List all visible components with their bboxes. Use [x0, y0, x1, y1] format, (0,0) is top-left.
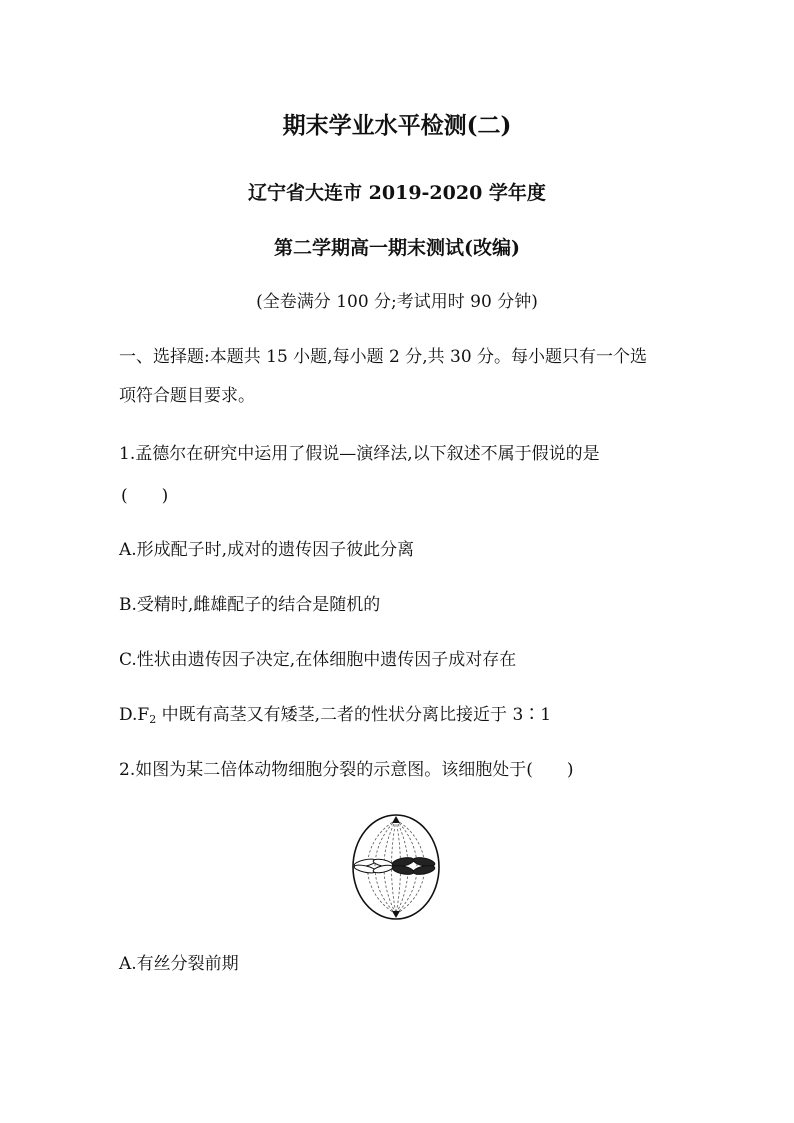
section-instruction-line-2: 项符合题目要求。 [119, 386, 255, 406]
question-1-option-a: A.形成配子时,成对的遗传因子彼此分离 [119, 540, 415, 560]
question-2-stem: 2.如图为某二倍体动物细胞分裂的示意图。该细胞处于( ) [119, 760, 574, 780]
question-1-option-c: C.性状由遗传因子决定,在体细胞中遗传因子成对存在 [119, 650, 517, 670]
section-instruction-line-1: 一、选择题:本题共 15 小题,每小题 2 分,共 30 分。每小题只有一个选 [119, 347, 648, 367]
exam-title: 期末学业水平检测(二) [282, 112, 512, 139]
chromosome-light [354, 858, 394, 875]
centrosome-top [392, 816, 400, 823]
question-1-stem: 1.孟德尔在研究中运用了假说—演绎法,以下叙述不属于假说的是 [119, 444, 600, 464]
question-1-option-d [119, 703, 551, 727]
centrosome-bottom [392, 911, 400, 918]
question-1-answer-bracket: ( ) [121, 486, 169, 506]
option-d-prefix: D.F [119, 705, 150, 725]
option-d-subscript: 2 [149, 713, 157, 726]
chromosome-dark [391, 856, 435, 876]
cell-division-diagram-icon [350, 812, 442, 922]
question-1-option-b: B.受精时,雌雄配子的结合是随机的 [119, 595, 381, 615]
exam-subtitle-1: 辽宁省大连市 2019-2020 学年度 [248, 182, 546, 204]
exam-subtitle-2: 第二学期高一期末测试(改编) [274, 237, 520, 259]
exam-note: (全卷满分 100 分;考试用时 90 分钟) [256, 292, 538, 312]
option-d-text: 中既有高茎又有矮茎,二者的性状分离比接近于 3∶1 [156, 705, 552, 725]
question-2-option-a: A.有丝分裂前期 [119, 954, 239, 974]
